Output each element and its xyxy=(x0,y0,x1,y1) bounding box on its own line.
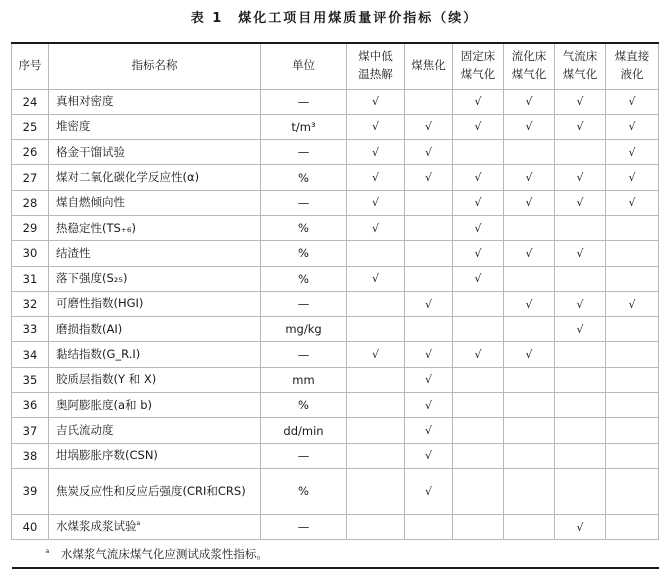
row-indicator-name xyxy=(49,468,261,514)
row-seq: 34 xyxy=(12,342,49,367)
header-direct-liquefaction: 煤直接液化 xyxy=(606,43,659,89)
row-unit: % xyxy=(261,241,347,266)
table-row xyxy=(12,114,659,139)
row-indicator-name-text: 可磨性指数(HGI) xyxy=(56,296,144,311)
empty-cell xyxy=(405,317,453,342)
table-row xyxy=(12,165,659,190)
check-mark: √ xyxy=(453,215,504,240)
header-row xyxy=(12,43,659,89)
row-unit: % xyxy=(261,468,347,514)
empty-cell xyxy=(555,443,606,468)
check-mark: √ xyxy=(606,291,659,316)
empty-cell xyxy=(606,468,659,514)
header-low-temp-pyrolysis: 煤中低温热解 xyxy=(347,43,405,89)
row-seq: 35 xyxy=(12,367,49,392)
row-indicator-name xyxy=(49,443,261,468)
empty-cell xyxy=(453,418,504,443)
check-mark: √ xyxy=(555,241,606,266)
row-indicator-name xyxy=(49,393,261,418)
check-mark: √ xyxy=(453,190,504,215)
check-mark: √ xyxy=(504,342,555,367)
check-mark: √ xyxy=(453,241,504,266)
empty-cell xyxy=(606,317,659,342)
empty-cell xyxy=(453,468,504,514)
row-unit: — xyxy=(261,89,347,114)
empty-cell xyxy=(347,514,405,539)
empty-cell xyxy=(405,89,453,114)
check-mark: √ xyxy=(504,165,555,190)
row-unit: — xyxy=(261,140,347,165)
empty-cell xyxy=(453,140,504,165)
check-mark: √ xyxy=(504,291,555,316)
row-indicator-name xyxy=(49,140,261,165)
check-mark: √ xyxy=(347,215,405,240)
row-indicator-name xyxy=(49,215,261,240)
empty-cell xyxy=(453,443,504,468)
empty-cell xyxy=(453,317,504,342)
row-seq: 24 xyxy=(12,89,49,114)
row-indicator-name xyxy=(49,342,261,367)
header-seq: 序号 xyxy=(12,43,49,89)
check-mark: √ xyxy=(555,514,606,539)
table-row xyxy=(12,342,659,367)
row-indicator-name xyxy=(49,367,261,392)
check-mark: √ xyxy=(504,190,555,215)
table-row xyxy=(12,89,659,114)
row-indicator-name xyxy=(49,165,261,190)
empty-cell xyxy=(606,342,659,367)
row-unit: — xyxy=(261,443,347,468)
empty-cell xyxy=(405,514,453,539)
table-row xyxy=(12,241,659,266)
row-unit: % xyxy=(261,266,347,291)
empty-cell xyxy=(453,291,504,316)
empty-cell xyxy=(555,140,606,165)
empty-cell xyxy=(555,468,606,514)
footnote xyxy=(12,540,659,569)
empty-cell xyxy=(555,342,606,367)
table-row xyxy=(12,393,659,418)
empty-cell xyxy=(555,266,606,291)
empty-cell xyxy=(504,468,555,514)
check-mark: √ xyxy=(405,114,453,139)
check-mark: √ xyxy=(555,165,606,190)
header-name: 指标名称 xyxy=(49,43,261,89)
check-mark: √ xyxy=(504,114,555,139)
empty-cell xyxy=(453,367,504,392)
header-fixed-bed-gasification: 固定床煤气化 xyxy=(453,43,504,89)
coal-quality-table xyxy=(11,42,659,569)
row-indicator-name xyxy=(49,241,261,266)
row-seq: 32 xyxy=(12,291,49,316)
check-mark: √ xyxy=(606,140,659,165)
row-seq: 30 xyxy=(12,241,49,266)
row-indicator-name-text: 落下强度(S₂₅) xyxy=(56,271,128,286)
row-seq: 28 xyxy=(12,190,49,215)
check-mark: √ xyxy=(504,89,555,114)
row-unit: % xyxy=(261,393,347,418)
row-unit: — xyxy=(261,291,347,316)
check-mark: √ xyxy=(555,89,606,114)
table-row xyxy=(12,317,659,342)
empty-cell xyxy=(347,367,405,392)
empty-cell xyxy=(606,266,659,291)
check-mark: √ xyxy=(347,266,405,291)
empty-cell xyxy=(453,514,504,539)
check-mark: √ xyxy=(405,291,453,316)
check-mark: √ xyxy=(606,165,659,190)
footnote-row xyxy=(12,540,659,569)
row-indicator-name-text: 堆密度 xyxy=(56,119,91,134)
check-mark: √ xyxy=(606,114,659,139)
row-indicator-name xyxy=(49,317,261,342)
header-fluidized-bed-gasification: 流化床煤气化 xyxy=(504,43,555,89)
empty-cell xyxy=(555,393,606,418)
empty-cell xyxy=(555,215,606,240)
check-mark: √ xyxy=(405,418,453,443)
row-indicator-name-text: 结渣性 xyxy=(56,245,91,260)
empty-cell xyxy=(405,215,453,240)
empty-cell xyxy=(347,468,405,514)
row-unit: mg/kg xyxy=(261,317,347,342)
table-row xyxy=(12,266,659,291)
table-body xyxy=(12,89,659,540)
table-title: 表 1 煤化工项目用煤质量评价指标（续） xyxy=(190,11,479,26)
empty-cell xyxy=(347,443,405,468)
row-indicator-name-text: 吉氏流动度 xyxy=(56,422,114,437)
row-seq: 31 xyxy=(12,266,49,291)
empty-cell xyxy=(347,241,405,266)
check-mark: √ xyxy=(453,89,504,114)
empty-cell xyxy=(504,266,555,291)
empty-cell xyxy=(504,514,555,539)
empty-cell xyxy=(606,241,659,266)
table-row xyxy=(12,215,659,240)
empty-cell xyxy=(606,393,659,418)
row-indicator-name-text: 奥阿膨胀度(a和 b) xyxy=(56,397,152,412)
footnote-text: 水煤浆气流床煤气化应测试成浆性指标。 xyxy=(60,546,268,561)
empty-cell xyxy=(504,443,555,468)
table-row xyxy=(12,468,659,514)
row-unit: mm xyxy=(261,367,347,392)
empty-cell xyxy=(606,367,659,392)
check-mark: √ xyxy=(453,266,504,291)
row-seq: 39 xyxy=(12,468,49,514)
empty-cell xyxy=(504,140,555,165)
row-seq: 26 xyxy=(12,140,49,165)
row-unit: % xyxy=(261,165,347,190)
empty-cell xyxy=(405,266,453,291)
check-mark: √ xyxy=(405,165,453,190)
check-mark: √ xyxy=(606,190,659,215)
table-row xyxy=(12,291,659,316)
empty-cell xyxy=(555,418,606,443)
row-indicator-name-text: 水煤浆成浆试验 xyxy=(56,519,137,534)
row-indicator-name-text: 格金干馏试验 xyxy=(56,144,125,159)
empty-cell xyxy=(347,418,405,443)
empty-cell xyxy=(504,367,555,392)
row-seq: 33 xyxy=(12,317,49,342)
check-mark: √ xyxy=(405,468,453,514)
row-seq: 37 xyxy=(12,418,49,443)
empty-cell xyxy=(555,367,606,392)
empty-cell xyxy=(453,393,504,418)
check-mark: √ xyxy=(504,241,555,266)
row-unit: — xyxy=(261,190,347,215)
check-mark: √ xyxy=(347,89,405,114)
table-row xyxy=(12,190,659,215)
row-indicator-name-text: 煤自燃倾向性 xyxy=(56,195,125,210)
table-row xyxy=(12,140,659,165)
check-mark: √ xyxy=(405,443,453,468)
row-indicator-name xyxy=(49,190,261,215)
empty-cell xyxy=(504,215,555,240)
row-indicator-name xyxy=(49,266,261,291)
check-mark: √ xyxy=(405,393,453,418)
check-mark: √ xyxy=(347,114,405,139)
table-row xyxy=(12,443,659,468)
empty-cell xyxy=(606,215,659,240)
row-note-mark: a xyxy=(136,520,141,528)
row-seq: 38 xyxy=(12,443,49,468)
empty-cell xyxy=(606,418,659,443)
row-seq: 25 xyxy=(12,114,49,139)
row-indicator-name-text: 坩埚膨胀序数(CSN) xyxy=(56,448,158,463)
header-entrained-flow-gasification: 气流床煤气化 xyxy=(555,43,606,89)
check-mark: √ xyxy=(347,165,405,190)
empty-cell xyxy=(347,393,405,418)
row-unit: — xyxy=(261,514,347,539)
check-mark: √ xyxy=(555,190,606,215)
check-mark: √ xyxy=(453,165,504,190)
table-row xyxy=(12,367,659,392)
check-mark: √ xyxy=(347,190,405,215)
row-indicator-name xyxy=(49,514,261,539)
row-unit: % xyxy=(261,215,347,240)
row-indicator-name-text: 黏结指数(G_R.I) xyxy=(56,346,141,361)
empty-cell xyxy=(504,393,555,418)
empty-cell xyxy=(606,514,659,539)
empty-cell xyxy=(405,241,453,266)
row-indicator-name xyxy=(49,89,261,114)
check-mark: √ xyxy=(347,342,405,367)
check-mark: √ xyxy=(405,140,453,165)
row-unit: — xyxy=(261,342,347,367)
empty-cell xyxy=(347,291,405,316)
row-seq: 29 xyxy=(12,215,49,240)
empty-cell xyxy=(606,443,659,468)
check-mark: √ xyxy=(405,342,453,367)
empty-cell xyxy=(504,317,555,342)
check-mark: √ xyxy=(555,317,606,342)
check-mark: √ xyxy=(555,291,606,316)
row-indicator-name-text: 胶质层指数(Y 和 X) xyxy=(56,372,157,387)
row-indicator-name-text: 磨损指数(AI) xyxy=(56,321,123,336)
table-row xyxy=(12,514,659,539)
check-mark: √ xyxy=(555,114,606,139)
empty-cell xyxy=(504,418,555,443)
row-seq: 36 xyxy=(12,393,49,418)
row-unit: dd/min xyxy=(261,418,347,443)
row-indicator-name xyxy=(49,291,261,316)
row-indicator-name-text: 煤对二氧化碳化学反应性(α) xyxy=(56,169,200,184)
row-indicator-name xyxy=(49,418,261,443)
check-mark: √ xyxy=(405,367,453,392)
check-mark: √ xyxy=(453,114,504,139)
row-unit: t/m³ xyxy=(261,114,347,139)
empty-cell xyxy=(405,190,453,215)
header-coking: 煤焦化 xyxy=(405,43,453,89)
row-indicator-name xyxy=(49,114,261,139)
row-indicator-name-text: 真相对密度 xyxy=(56,94,114,109)
check-mark: √ xyxy=(606,89,659,114)
check-mark: √ xyxy=(347,140,405,165)
header-unit: 单位 xyxy=(261,43,347,89)
footnote-mark: a xyxy=(45,547,50,555)
check-mark: √ xyxy=(453,342,504,367)
row-indicator-name-text: 焦炭反应性和反应后强度(CRI和CRS) xyxy=(56,483,246,498)
row-indicator-name-text: 热稳定性(TS₊₆) xyxy=(56,220,136,235)
row-seq: 27 xyxy=(12,165,49,190)
table-row xyxy=(12,418,659,443)
row-seq: 40 xyxy=(12,514,49,539)
empty-cell xyxy=(347,317,405,342)
